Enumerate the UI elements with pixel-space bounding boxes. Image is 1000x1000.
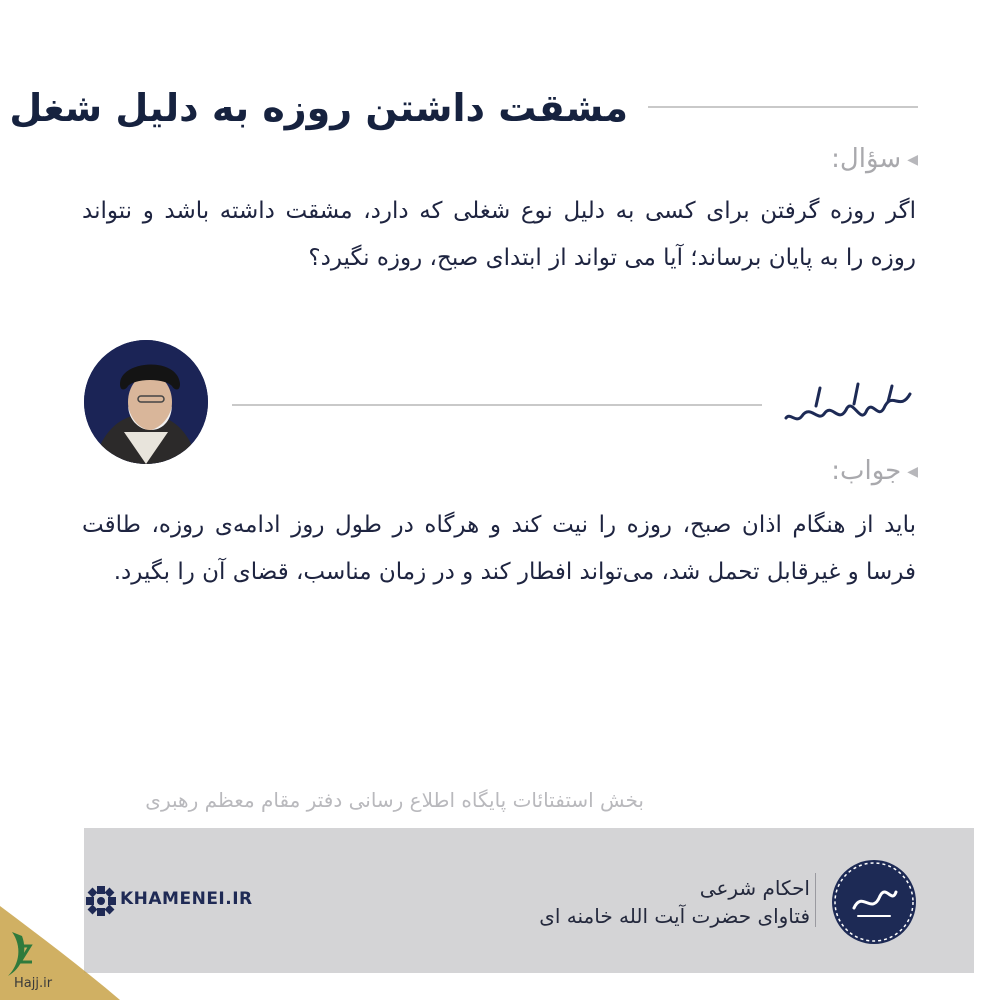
triangle-marker-icon: ◀ [907, 151, 918, 168]
source-credit: بخش استفتائات پایگاه اطلاع رسانی دفتر مقام معظم رهبری [145, 788, 644, 812]
maaref-seal-icon [832, 860, 916, 944]
footer-category: احکام شرعی [699, 876, 810, 900]
answer-label-row [831, 456, 918, 486]
portrait-avatar [84, 340, 208, 464]
page-title: مشقت داشتن روزه به دلیل شغل [9, 86, 628, 130]
watermark-text: Hajj.ir [14, 976, 53, 991]
footer-divider [815, 873, 816, 927]
basmala-divider [232, 404, 762, 406]
triangle-marker-icon: ◀ [907, 463, 918, 480]
portrait-illustration [84, 340, 208, 464]
footer-subtitle: فتاوای حضرت آیت الله خامنه ای [539, 904, 810, 928]
question-label-row [831, 144, 918, 174]
question-text: اگر روزه گرفتن برای کسی به دلیل نوع شغلی که دارد، مشقت داشته باشد و نتواند روزه را به پایان برساند؛ آیا می تواند از ابتدای صبح، روزه نگیرد؟ [82, 198, 916, 271]
basmala-calligraphy-icon [780, 372, 920, 432]
khamenei-logo-text: KHAMENEI.IR [120, 889, 253, 909]
answer-label: جواب: [831, 456, 902, 486]
title-divider [648, 106, 918, 108]
answer-text: باید از هنگام اذان صبح، روزه را نیت کند و هرگاه در طول روز ادامه‌ی روزه، طاقت فرسا و غیرقابل تحمل شد، می‌تواند افطار کند و در زمان مناسب، قضای آن را بگیرد. [82, 512, 916, 585]
question-label: سؤال: [831, 144, 902, 174]
